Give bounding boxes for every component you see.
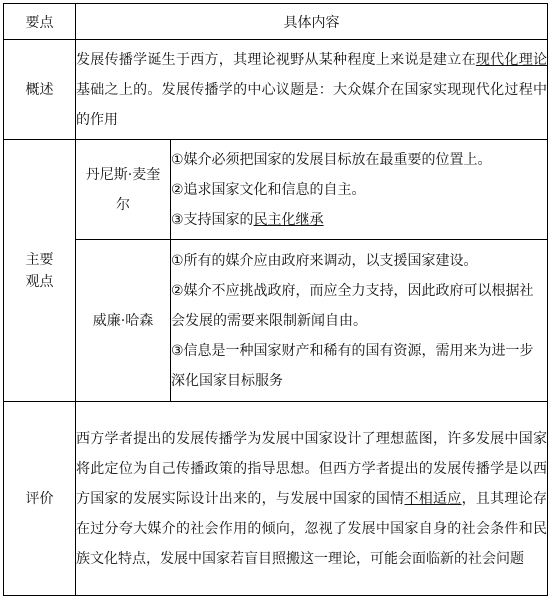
evaluation-text bbox=[76, 402, 548, 596]
evaluation-text-part1: 西方学者提出的发展传播学为发展中国家设计了理想蓝图，许多发展中国家将此定位为自己传播政策的指导思想。但西方学者提出的发展传播学是以西方国家的发展实际设计出来的，与发展中国家的国情 bbox=[76, 430, 547, 507]
hachten-name: 威廉·哈森 bbox=[76, 240, 171, 402]
hachten-row bbox=[4, 240, 548, 402]
hachten-item-3: ③信息是一种国家财产和稀有的国有资源，需用来为进一步深化国家目标服务 bbox=[171, 342, 534, 389]
overview-text-part1: 发展传播学诞生于西方，其理论视野从某种程度上来说是建立在 bbox=[76, 51, 476, 68]
mcphail-item-3-underlined: 民主化继承 bbox=[253, 211, 324, 228]
mcphail-item-2: ②追求国家文化和信息的自主。 bbox=[171, 181, 366, 198]
mcphail-name bbox=[76, 140, 171, 240]
views-label-text: 主要观点 bbox=[25, 251, 54, 290]
mcphail-item-3 bbox=[171, 205, 547, 235]
views-label bbox=[4, 140, 76, 402]
overview-underlined-term: 现代化理论 bbox=[475, 51, 547, 68]
mcphail-item-1: ①媒介必须把国家的发展目标放在最重要的位置上。 bbox=[171, 151, 492, 168]
evaluation-underlined-term: 不相适应 bbox=[404, 490, 462, 507]
hachten-items bbox=[171, 240, 548, 402]
mcphail-items bbox=[171, 140, 548, 240]
hachten-item-1: ①所有的媒介应由政府来调动，以支援国家建设。 bbox=[171, 252, 478, 269]
evaluation-label: 评价 bbox=[4, 402, 76, 596]
mcphail-name-text: 丹尼斯·麦奎尔 bbox=[85, 166, 161, 213]
overview-text-part2: 基础之上的。发展传播学的中心议题是：大众媒介在国家实现现代化过程中的作用 bbox=[76, 81, 547, 128]
overview-label: 概述 bbox=[4, 40, 76, 140]
evaluation-row bbox=[4, 402, 548, 596]
evaluation-text-part2: ，且其理论存在过分夸大媒介的社会作用的倾向，忽视了发展中国家自身的社会条件和民族文化特点，发展中国家若盲目照搬这一理论，可能会面临新的社会问题 bbox=[76, 490, 547, 567]
overview-text bbox=[76, 40, 548, 140]
header-content: 具体内容 bbox=[76, 4, 548, 40]
mcphail-item-3-text: ③支持国家的 bbox=[171, 211, 254, 228]
header-row bbox=[4, 4, 548, 40]
content-table bbox=[3, 3, 548, 596]
header-key-points: 要点 bbox=[4, 4, 76, 40]
mcphail-row bbox=[4, 140, 548, 240]
overview-row bbox=[4, 40, 548, 140]
hachten-item-2: ②媒介不应挑战政府，而应全力支持，因此政府可以根据社会发展的需要来限制新闻自由。 bbox=[171, 282, 534, 329]
